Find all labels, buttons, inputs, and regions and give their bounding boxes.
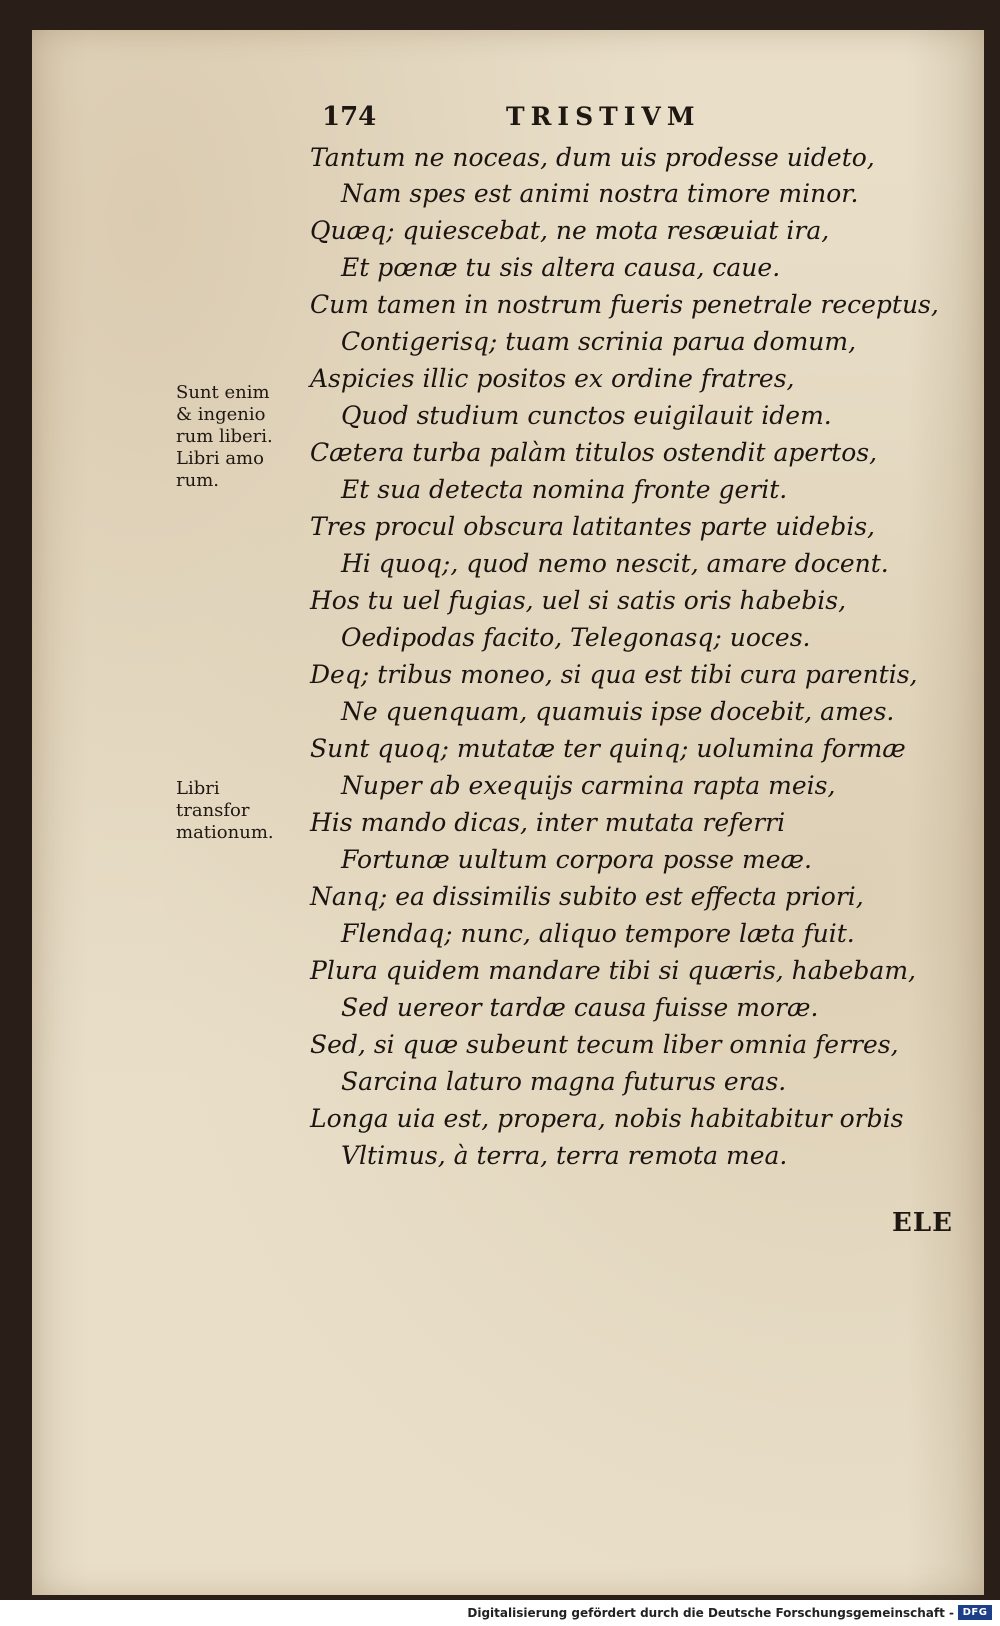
verse-line: Hos tu uel fugias, uel si satis oris habebis, bbox=[310, 586, 847, 615]
margin-note-line: & ingenio bbox=[176, 404, 266, 425]
page-number: 174 bbox=[322, 102, 377, 132]
verse-line: Nuper ab exequijs carmina rapta meis, bbox=[341, 771, 836, 800]
verse-line: Cum tamen in nostrum fueris penetrale receptus, bbox=[310, 290, 939, 319]
verse-line: His mando dicas, inter mutata referri bbox=[310, 808, 786, 837]
verse-line: Aspicies illic positos ex ordine fratres, bbox=[310, 364, 795, 393]
verse-line: Contigerisq; tuam scrinia parua domum, bbox=[341, 327, 857, 356]
dfg-logo: DFG bbox=[958, 1605, 992, 1620]
margin-note-liberi bbox=[176, 382, 273, 492]
verse-line: Et pœnæ tu sis altera causa, caue. bbox=[341, 253, 781, 282]
verse-line: Nanq; ea dissimilis subito est effecta priori, bbox=[310, 882, 864, 911]
margin-note-line: rum. bbox=[176, 470, 219, 491]
verse-line: Fortunæ uultum corpora posse meæ. bbox=[341, 845, 812, 874]
running-title: TRISTIVM bbox=[506, 102, 701, 131]
verse-line: Et sua detecta nomina fronte gerit. bbox=[341, 475, 788, 504]
catchword: ELE bbox=[892, 1208, 953, 1238]
verse-line: Sed, si quæ subeunt tecum liber omnia ferres, bbox=[310, 1030, 899, 1059]
margin-note-line: Sunt enim bbox=[176, 382, 270, 403]
margin-note-line: transfor bbox=[176, 800, 250, 821]
margin-note-line: rum liberi. bbox=[176, 426, 273, 447]
verse-line: Flendaq; nunc, aliquo tempore læta fuit. bbox=[341, 919, 855, 948]
verse-line: Sarcina laturo magna futurus eras. bbox=[341, 1067, 787, 1096]
margin-note-line: Libri amo bbox=[176, 448, 264, 469]
verse-line: Quæq; quiescebat, ne mota resæuiat ira, bbox=[310, 216, 830, 245]
margin-note-line: Libri bbox=[176, 778, 220, 799]
verse-line: Tantum ne noceas, dum uis prodesse uideto, bbox=[310, 143, 875, 172]
verse-line: Sunt quoq; mutatæ ter quinq; uolumina formæ bbox=[310, 734, 906, 763]
verse-line: Cætera turba palàm titulos ostendit apertos, bbox=[310, 438, 878, 467]
verse-line: Oedipodas facito, Telegonasq; uoces. bbox=[341, 623, 811, 652]
verse-line: Quod studium cunctos euigilauit idem. bbox=[341, 401, 832, 430]
verse-line: Vltimus, à terra, terra remota mea. bbox=[341, 1141, 788, 1170]
verse-line: Tres procul obscura latitantes parte uidebis, bbox=[310, 512, 875, 541]
verse-line: Hi quoq;, quod nemo nescit, amare docent. bbox=[341, 549, 889, 578]
footer-bar bbox=[0, 1600, 1000, 1626]
verse-line: Longa uia est, propera, nobis habitabitur orbis bbox=[310, 1104, 904, 1133]
verse-line: Deq; tribus moneo, si qua est tibi cura parentis, bbox=[310, 660, 918, 689]
margin-note-transformationum bbox=[176, 778, 274, 844]
verse-line: Sed uereor tardæ causa fuisse moræ. bbox=[341, 993, 819, 1022]
margin-note-line: mationum. bbox=[176, 822, 274, 843]
verse-line: Plura quidem mandare tibi si quæris, habebam, bbox=[310, 956, 916, 985]
verse-line: Nam spes est animi nostra timore minor. bbox=[341, 179, 859, 208]
verse-line: Ne quenquam, quamuis ipse docebit, ames. bbox=[341, 697, 895, 726]
funding-note: Digitalisierung gefördert durch die Deutsche Forschungsgemeinschaft - bbox=[467, 1606, 954, 1620]
